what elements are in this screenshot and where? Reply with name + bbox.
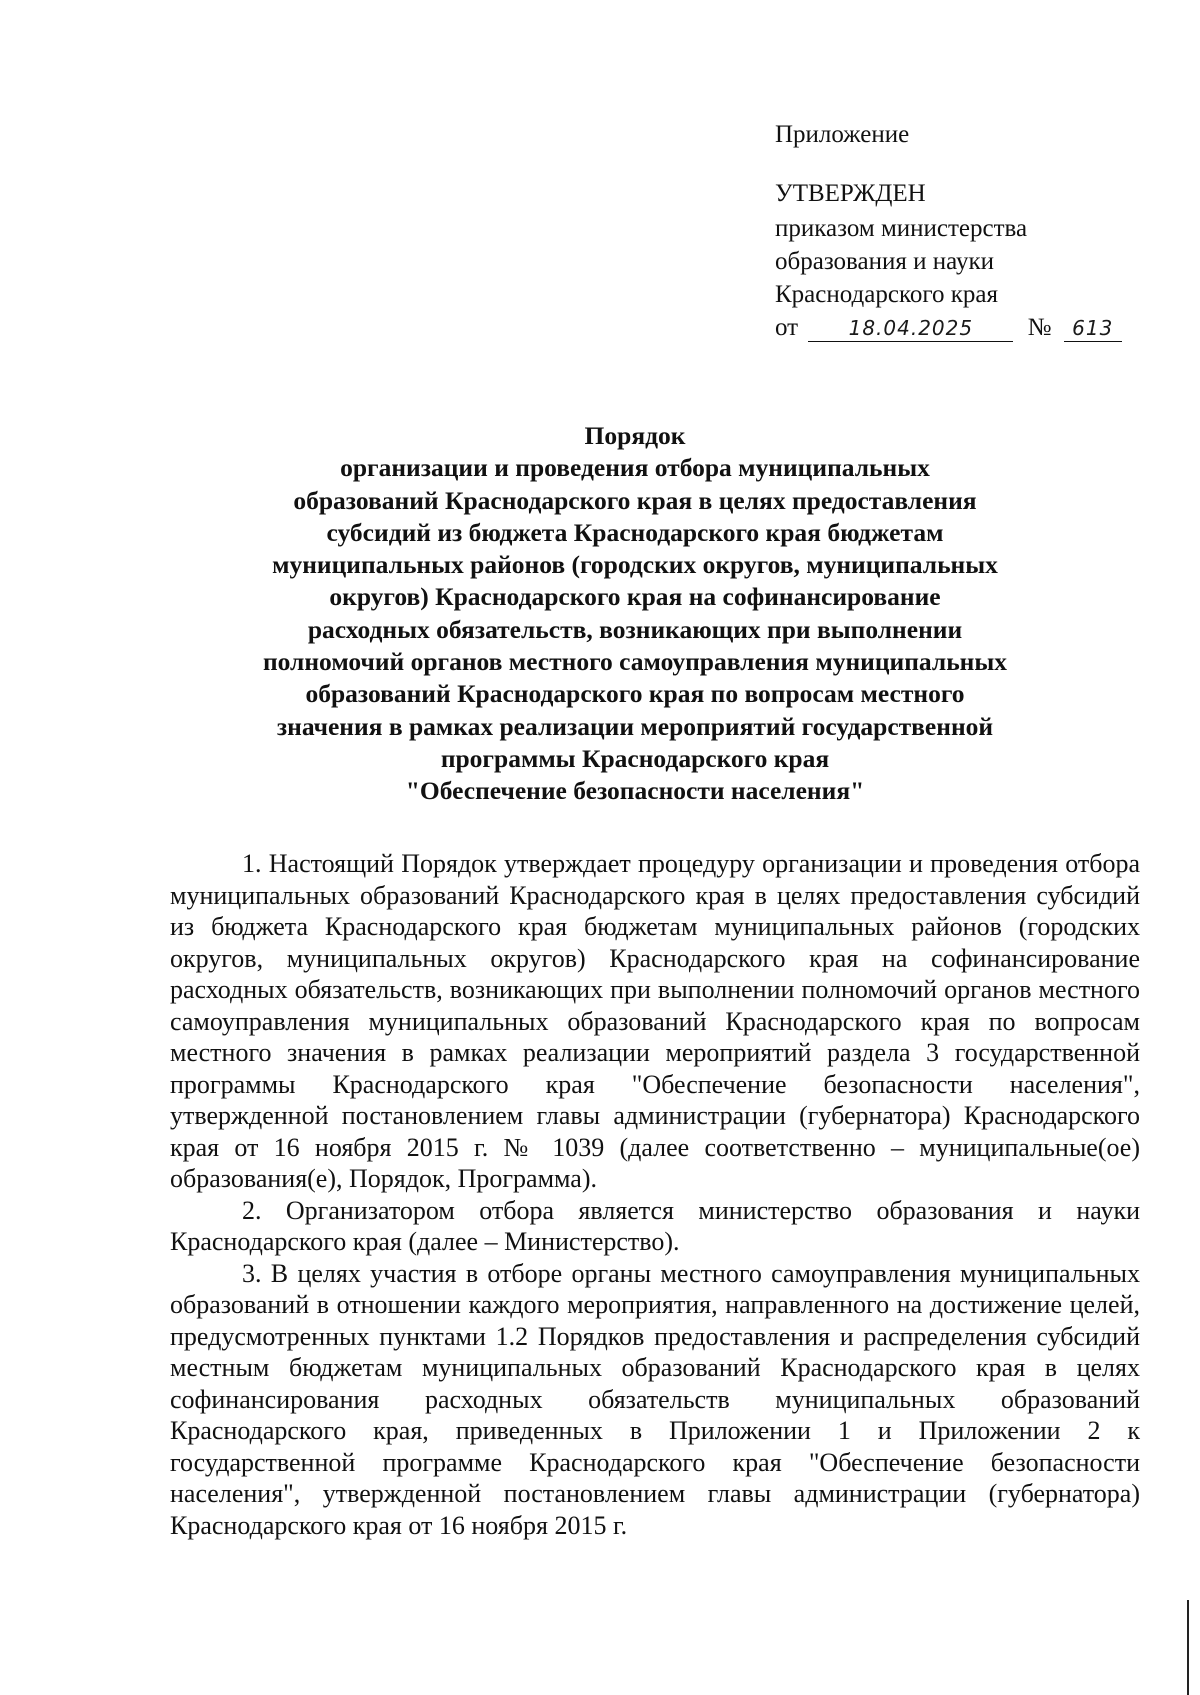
number-sign: №	[1027, 314, 1052, 341]
scan-edge-artifact	[1187, 1600, 1189, 1695]
approval-line-1: приказом министерства	[775, 215, 1028, 242]
title-line: программы Краснодарского края	[440, 743, 830, 773]
order-date-handwritten: 18.04.2025	[808, 315, 1013, 342]
title-line: образований Краснодарского края в целях предоставления	[293, 485, 977, 515]
title-line: значения в рамках реализации мероприятий государственной	[276, 711, 994, 741]
title-line: округов) Краснодарского края на софинансирование	[329, 582, 941, 612]
date-prefix: от	[775, 314, 799, 341]
title-line: субсидий из бюджета Краснодарского края бюджетам	[326, 517, 944, 547]
title-line: "Обеспечение безопасности населения"	[405, 776, 865, 806]
approval-line-3: Краснодарского края	[775, 281, 998, 308]
order-number-handwritten: 613	[1064, 315, 1122, 342]
document-body	[170, 848, 1140, 1541]
paragraph-3: 3. В целях участия в отборе органы местного самоуправления муниципальных образований в отношении каждого мероприятия, направленного на достижение целей, предусмотренных пунктами 1.2 Порядков предоставления и распределения субсидий местным бюджетам муниципальных образований Краснодарского края в целях софинансирования расходных обязательств муниципальных образований Краснодарского края, приведенных в Приложении 1 и Приложении 2 к государственной программе Краснодарского края "Обеспечение безопасности населения", утвержденной постановлением главы администрации (губернатора) Краснодарского края от 16 ноября 2015 г.	[170, 1258, 1140, 1540]
title-line: муниципальных районов (городских округов, муниципальных	[272, 550, 998, 580]
approval-block	[775, 118, 1175, 344]
paragraph-1: 1. Настоящий Порядок утверждает процедуру организации и проведения отбора муниципальных образований Краснодарского края в целях предоставления субсидий из бюджета Краснодарского края бюджетам муниципальных районов (городских округов, муниципальных округов) Краснодарского края на софинансирование расходных обязательств, возникающих при выполнении полномочий органов местного самоуправления муниципальных образований Краснодарского края по вопросам местного значения в рамках реализации мероприятий раздела 3 государственной программы Краснодарского края "Обеспечение безопасности населения", утвержденной постановлением главы администрации (губернатора) Краснодарского края от 16 ноября 2015 г. № 1039 (далее соответственно – муниципальные(ое) образования(е), Порядок, Программа).	[170, 849, 1140, 1193]
document-title	[200, 420, 1070, 808]
order-date-number-row	[775, 311, 1175, 344]
approved-heading: УТВЕРЖДЕН	[775, 180, 926, 207]
paragraph-2: 2. Организатором отбора является министерство образования и науки Краснодарского края (далее – Министерство).	[170, 1195, 1140, 1256]
title-line: расходных обязательств, возникающих при выполнении	[307, 614, 963, 644]
title-line: образований Краснодарского края по вопросам местного	[305, 679, 965, 709]
approval-line-2: образования и науки	[775, 248, 994, 275]
title-line: полномочий органов местного самоуправления муниципальных	[262, 647, 1008, 677]
title-line: Порядок	[584, 421, 686, 450]
appendix-label: Приложение	[775, 121, 910, 148]
title-line: организации и проведения отбора муниципальных	[340, 453, 930, 483]
